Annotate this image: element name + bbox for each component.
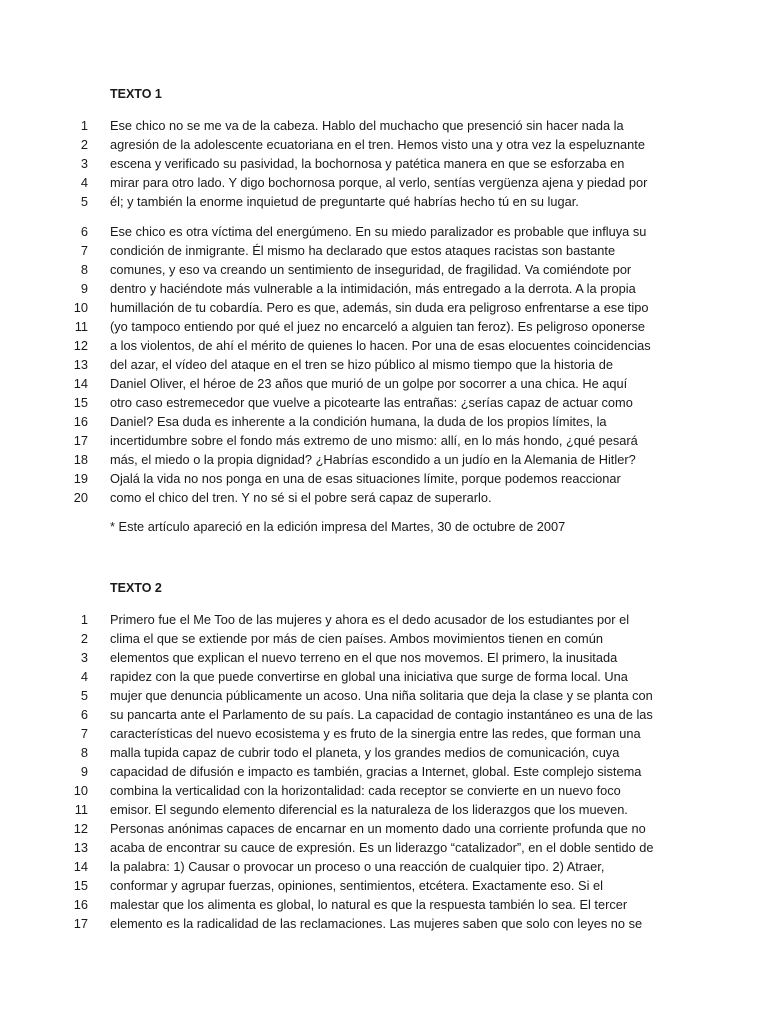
texto1-line — [0, 393, 768, 412]
line-text: él; y también la enorme inquietud de preguntarte qué habrías hecho tú en su lugar. — [110, 194, 579, 209]
line-text: (yo tampoco entiendo por qué el juez no encarceló a alguien tan feroz). Es peligroso oponerse — [110, 319, 645, 334]
texto1-line — [0, 469, 768, 488]
texto2-line — [0, 648, 768, 667]
line-text: capacidad de difusión e impacto es también, gracias a Internet, global. Este complejo sistema — [110, 764, 642, 779]
line-text: conformar y agrupar fuerzas, opiniones, sentimientos, etcétera. Exactamente eso. Si el — [110, 878, 603, 893]
line-number: 11 — [74, 319, 88, 334]
line-number: 5 — [80, 688, 88, 703]
line-number: 8 — [80, 262, 88, 277]
line-number: 10 — [73, 783, 88, 798]
line-number: 9 — [80, 764, 88, 779]
line-text: como el chico del tren. Y no sé si el pobre será capaz de superarlo. — [110, 490, 492, 505]
line-number: 3 — [80, 650, 88, 665]
line-text: a los violentos, de ahí el mérito de quienes lo hacen. Por una de esas elocuentes coincidencias — [110, 338, 651, 353]
line-text: clima el que se extiende por más de cien países. Ambos movimientos tienen en común — [110, 631, 603, 646]
line-text: Ese chico no se me va de la cabeza. Hablo del muchacho que presenció sin hacer nada la — [110, 118, 624, 133]
line-number: 10 — [73, 300, 88, 315]
line-number: 1 — [80, 118, 88, 133]
line-number: 2 — [80, 631, 88, 646]
line-text: acaba de encontrar su cauce de expresión. Es un liderazgo “catalizador”, en el doble sentido de — [110, 840, 654, 855]
texto2-line — [0, 667, 768, 686]
line-text: escena y verificado su pasividad, la bochornosa y patética manera en que se esforzaba en — [110, 156, 625, 171]
texto2-line — [0, 819, 768, 838]
texto1-line — [0, 374, 768, 393]
line-number: 4 — [80, 175, 88, 190]
texto1-line — [0, 279, 768, 298]
line-text: malestar que los alimenta es global, lo natural es que la respuesta también lo sea. El tercer — [110, 897, 628, 912]
line-text: condición de inmigrante. Él mismo ha declarado que estos ataques racistas son bastante — [110, 243, 616, 258]
line-text: del azar, el vídeo del ataque en el tren se hizo público al mismo tiempo que la historia de — [110, 357, 613, 372]
line-text: elementos que explican el nuevo terreno en el que nos movemos. El primero, la inusitada — [110, 650, 618, 665]
line-number: 15 — [73, 395, 88, 410]
line-number: 17 — [73, 433, 88, 448]
line-number: 14 — [73, 376, 88, 391]
texto1-line — [0, 192, 768, 211]
line-text: la palabra: 1) Causar o provocar un proceso o una reacción de cualquier tipo. 2) Atraer, — [110, 859, 605, 874]
line-text: mirar para otro lado. Y digo bochornosa porque, al verlo, sentías vergüenza ajena y piedad por — [110, 175, 648, 190]
texto2-line — [0, 876, 768, 895]
texto1-heading: TEXTO 1 — [110, 87, 162, 101]
line-number: 1 — [80, 612, 88, 627]
texto2-line — [0, 743, 768, 762]
texto1-line — [0, 173, 768, 192]
texto2-line — [0, 629, 768, 648]
texto2-line — [0, 800, 768, 819]
line-number: 12 — [73, 821, 88, 836]
texto1-line — [0, 336, 768, 355]
line-text: su pancarta ante el Parlamento de su país. La capacidad de contagio instantáneo es una de las — [110, 707, 653, 722]
line-number: 16 — [73, 414, 88, 429]
line-text: Daniel Oliver, el héroe de 23 años que murió de un golpe por socorrer a una chica. He aquí — [110, 376, 628, 391]
texto1-line — [0, 317, 768, 336]
line-number: 5 — [80, 194, 88, 209]
line-text: combina la verticalidad con la horizontalidad: cada receptor se convierte en un nuevo foco — [110, 783, 621, 798]
texto2-line — [0, 781, 768, 800]
texto1-footnote: * Este artículo apareció en la edición impresa del Martes, 30 de octubre de 2007 — [110, 519, 566, 534]
texto2-line — [0, 610, 768, 629]
line-text: emisor. El segundo elemento diferencial es la naturaleza de los liderazgos que los mueven. — [110, 802, 628, 817]
texto1-line — [0, 241, 768, 260]
line-number: 8 — [80, 745, 88, 760]
line-text: otro caso estremecedor que vuelve a picotearte las entrañas: ¿serías capaz de actuar como — [110, 395, 633, 410]
line-number: 18 — [73, 452, 88, 467]
line-number: 19 — [73, 471, 88, 486]
line-number: 11 — [74, 802, 88, 817]
texto1-line — [0, 135, 768, 154]
line-number: 20 — [73, 490, 88, 505]
line-text: características del nuevo ecosistema y es fruto de la sinergia entre las redes, que forman una — [110, 726, 641, 741]
line-text: Ojalá la vida no nos ponga en una de esas situaciones límite, porque podemos reaccionar — [110, 471, 621, 486]
texto1-line — [0, 488, 768, 507]
line-text: Primero fue el Me Too de las mujeres y ahora es el dedo acusador de los estudiantes por el — [110, 612, 630, 627]
texto2-line — [0, 914, 768, 933]
line-number: 3 — [80, 156, 88, 171]
texto1-line — [0, 412, 768, 431]
texto2-line — [0, 895, 768, 914]
line-number: 2 — [80, 137, 88, 152]
texto2-line — [0, 705, 768, 724]
texto2-line — [0, 762, 768, 781]
texto1-line — [0, 450, 768, 469]
line-text: Ese chico es otra víctima del energúmeno. En su miedo paralizador es probable que influya su — [110, 224, 647, 239]
line-number: 4 — [80, 669, 88, 684]
line-number: 17 — [73, 916, 88, 931]
line-number: 9 — [80, 281, 88, 296]
line-text: mujer que denuncia públicamente un acoso. Una niña solitaria que deja la clase y se planta con — [110, 688, 653, 703]
line-text: comunes, y eso va creando un sentimiento de inseguridad, de fragilidad. Va comiéndote por — [110, 262, 632, 277]
texto1-line — [0, 222, 768, 241]
line-number: 6 — [80, 224, 88, 239]
line-text: Daniel? Esa duda es inherente a la condición humana, la duda de los propios límites, la — [110, 414, 607, 429]
texto1-line — [0, 431, 768, 450]
line-text: incertidumbre sobre el fondo más extremo de uno mismo: allí, en lo más hondo, ¿qué pesará — [110, 433, 638, 448]
line-text: humillación de tu cobardía. Pero es que, además, sin duda era peligroso enfrentarse a ese tipo — [110, 300, 649, 315]
texto2-line — [0, 686, 768, 705]
texto1-line — [0, 298, 768, 317]
texto2-line — [0, 724, 768, 743]
line-number: 7 — [80, 726, 88, 741]
line-text: elemento es la radicalidad de las reclamaciones. Las mujeres saben que solo con leyes no se — [110, 916, 643, 931]
line-number: 7 — [80, 243, 88, 258]
line-text: Personas anónimas capaces de encarnar en un momento dado una corriente profunda que no — [110, 821, 646, 836]
line-number: 13 — [73, 840, 88, 855]
texto1-line — [0, 355, 768, 374]
texto1-line — [0, 154, 768, 173]
line-text: más, el miedo o la propia dignidad? ¿Habrías escondido a un judío en la Alemania de Hitler? — [110, 452, 636, 467]
line-number: 15 — [73, 878, 88, 893]
line-number: 14 — [73, 859, 88, 874]
line-number: 12 — [73, 338, 88, 353]
texto2-line — [0, 857, 768, 876]
line-text: dentro y haciéndote más vulnerable a la intimidación, más entregado a la derrota. A la propia — [110, 281, 636, 296]
texto1-line — [0, 116, 768, 135]
line-number: 13 — [73, 357, 88, 372]
line-number: 6 — [80, 707, 88, 722]
line-text: rapidez con la que puede convertirse en global una iniciativa que surge de forma local. Una — [110, 669, 628, 684]
texto2-line — [0, 838, 768, 857]
line-number: 16 — [73, 897, 88, 912]
line-text: malla tupida capaz de cubrir todo el planeta, y los grandes medios de comunicación, cuya — [110, 745, 620, 760]
line-text: agresión de la adolescente ecuatoriana en el tren. Hemos visto una y otra vez la espeluznante — [110, 137, 645, 152]
texto1-line — [0, 260, 768, 279]
texto2-heading: TEXTO 2 — [110, 581, 162, 595]
